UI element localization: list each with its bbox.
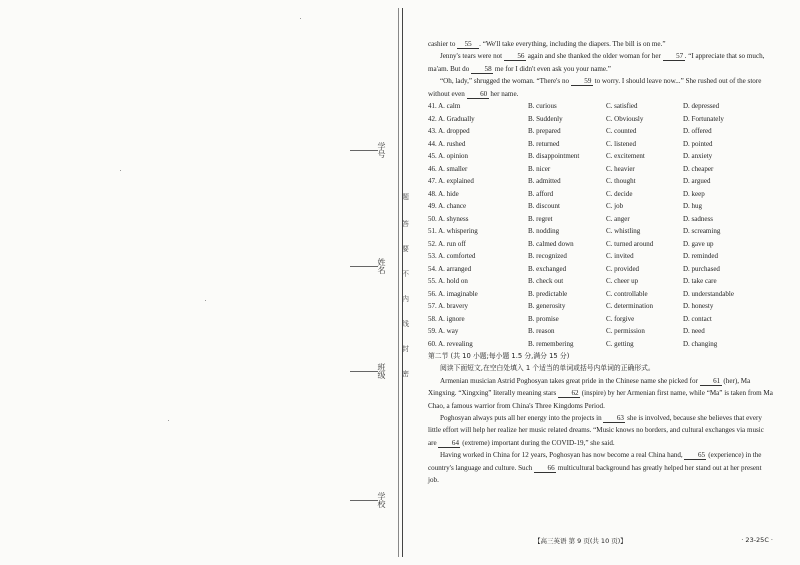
option-choice[interactable]: 41. A. calm [428, 102, 461, 111]
option-choice[interactable]: C. getting [606, 339, 634, 348]
answer-blank[interactable]: 57 [663, 52, 685, 61]
answer-blank[interactable]: 66 [534, 464, 556, 473]
seal-char: 答 [402, 220, 409, 228]
option-choice[interactable]: 60. A. revealing [428, 339, 473, 348]
scan-speck [300, 18, 301, 19]
answer-blank[interactable]: 60 [467, 90, 489, 99]
answer-blank[interactable]: 59 [571, 77, 593, 86]
text: Jenny's tears were not [440, 52, 504, 61]
section-instruction: 阅读下面短文,在空白处填入 1 个适当的单词或括号内单词的正确形式。 [440, 364, 655, 373]
option-choice[interactable]: D. screaming [683, 227, 721, 236]
option-choice[interactable]: B. nicer [528, 164, 551, 173]
option-row [428, 188, 773, 201]
option-choice[interactable]: B. nodding [528, 227, 560, 236]
text: again and she thanked the older woman for her [525, 52, 663, 61]
option-row [428, 100, 773, 113]
option-row [428, 125, 773, 138]
school-label: 学校 [377, 492, 386, 508]
option-row [428, 163, 773, 176]
answer-blank[interactable]: 56 [504, 52, 526, 61]
option-choice[interactable]: B. exchanged [528, 264, 567, 273]
text: (inspire) by her Armenian first name, while “Ma” is taken from Ma Chao, a famous warrior from China's Three Kingdoms Period. [428, 389, 773, 410]
class-label: 班级 [377, 363, 386, 379]
answer-blank[interactable]: 65 [684, 451, 706, 460]
passage-top [428, 38, 773, 100]
option-choice[interactable]: D. hug [683, 202, 703, 211]
option-row [428, 275, 773, 288]
option-choice[interactable]: D. sadness [683, 214, 713, 223]
option-choice[interactable]: B. generosity [528, 302, 566, 311]
text: cashier to [428, 40, 458, 48]
option-choice[interactable]: D. understandable [683, 289, 734, 298]
student-id-label: 学号 [377, 142, 386, 158]
option-choice[interactable]: C. invited [606, 252, 634, 261]
option-row [428, 175, 773, 188]
option-row [428, 150, 773, 163]
option-row [428, 338, 773, 351]
option-row [428, 250, 773, 263]
name-underline [350, 266, 378, 267]
option-choice[interactable]: D. depressed [683, 102, 720, 111]
option-choice[interactable]: D. need [683, 327, 705, 336]
option-choice[interactable]: B. admitted [528, 177, 561, 186]
text: Poghosyan always puts all her energy into the projects in [440, 414, 604, 423]
option-choice[interactable]: D. offered [683, 127, 712, 136]
seal-char: 题 [402, 193, 409, 201]
option-choice[interactable]: C. job [606, 202, 624, 211]
option-choice[interactable]: 47. A. explained [428, 177, 474, 186]
paragraph [428, 75, 773, 100]
option-choice[interactable]: C. determination [606, 302, 654, 311]
answer-blank[interactable]: 62 [558, 389, 580, 398]
option-choice[interactable]: 43. A. dropped [428, 127, 470, 136]
option-choice[interactable]: B. reason [528, 327, 555, 336]
option-choice[interactable]: 56. A. imaginable [428, 289, 478, 298]
text: . “I appreciate that so much, ma'am. But do [428, 52, 765, 73]
text: to worry. I should leave now...” She rushed out of the store without even [428, 77, 762, 98]
text: multicultural background has greatly helped her stand out at her present job. [428, 463, 762, 485]
option-row [428, 138, 773, 151]
paragraph [428, 38, 773, 50]
option-choice[interactable]: C. Obviously [606, 114, 644, 123]
option-choice[interactable]: B. prepared [528, 127, 561, 136]
text: (her), Ma Xingxing. “Xingxing” literally meaning stars [428, 376, 751, 398]
option-choice[interactable]: D. keep [683, 189, 705, 198]
option-row [428, 300, 773, 313]
option-choice[interactable]: C. counted [606, 127, 637, 136]
option-row [428, 213, 773, 226]
option-choice[interactable]: D. cheaper [683, 164, 714, 173]
paragraph [428, 449, 773, 486]
option-choice[interactable]: D. Fortunately [683, 114, 724, 123]
answer-blank[interactable]: 64 [438, 439, 460, 448]
student-id-underline [350, 150, 378, 151]
option-choice[interactable]: C. turned around [606, 239, 654, 248]
option-choice[interactable]: D. reminded [683, 252, 718, 261]
option-choice[interactable]: 54. A. arranged [428, 264, 472, 273]
option-choice[interactable]: D. anxiety [683, 152, 713, 161]
school-underline [350, 500, 378, 501]
binding-line-inner [398, 8, 399, 557]
option-choice[interactable]: B. curious [528, 102, 557, 111]
option-choice[interactable]: B. afford [528, 189, 554, 198]
option-choice[interactable]: 52. A. run off [428, 239, 466, 248]
answer-blank[interactable]: 58 [471, 65, 493, 74]
option-choice[interactable]: B. Suddenly [528, 114, 563, 123]
option-row [428, 313, 773, 326]
option-choice[interactable]: 48. A. hide [428, 189, 459, 198]
option-choice[interactable]: C. listened [606, 139, 636, 148]
options-table [428, 100, 773, 350]
option-choice[interactable]: B. promise [528, 314, 559, 323]
seal-char: 不 [402, 270, 409, 278]
option-choice[interactable]: C. heavier [606, 164, 635, 173]
option-row [428, 325, 773, 338]
seal-char: 封 [402, 345, 409, 353]
option-choice[interactable]: 42. A. Gradually [428, 114, 475, 123]
text: her name. [488, 89, 519, 98]
option-choice[interactable]: 55. A. hold on [428, 277, 468, 286]
paragraph [428, 375, 773, 412]
option-choice[interactable]: 57. A. bravery [428, 302, 469, 311]
option-choice[interactable]: C. anger [606, 214, 630, 223]
text: (extreme) important during the COVID-19,” she said. [460, 438, 615, 447]
option-choice[interactable]: 46. A. smaller [428, 164, 468, 173]
option-choice[interactable]: B. predictable [528, 289, 568, 298]
answer-blank[interactable]: 61 [700, 377, 722, 386]
option-choice[interactable]: C. whistling [606, 227, 641, 236]
seal-char: 线 [402, 320, 409, 328]
option-choice[interactable]: D. gave up [683, 239, 714, 248]
page-number: 【高三英语 第 9 页(共 10 页)】 [534, 537, 627, 545]
option-choice[interactable]: 53. A. comforted [428, 252, 476, 261]
option-choice[interactable]: 51. A. whispering [428, 227, 478, 236]
scan-speck [168, 420, 169, 421]
text: . “We'll take everything, including the diapers. The bill is on me.” [479, 40, 666, 48]
name-label: 姓名 [377, 258, 386, 274]
option-choice[interactable]: B. remembering [528, 339, 574, 348]
option-choice[interactable]: D. pointed [683, 139, 713, 148]
option-choice[interactable]: C. decide [606, 189, 633, 198]
option-row [428, 238, 773, 251]
option-choice[interactable]: B. returned [528, 139, 560, 148]
option-choice[interactable]: B. calmed down [528, 239, 574, 248]
option-choice[interactable]: D. argued [683, 177, 711, 186]
option-choice[interactable]: C. permission [606, 327, 645, 336]
option-choice[interactable]: 59. A. way [428, 327, 459, 336]
exam-content [428, 38, 773, 487]
paragraph [428, 412, 773, 449]
text: me for I didn't even ask you your name.” [493, 64, 611, 73]
seal-char: 内 [402, 295, 409, 303]
option-choice[interactable]: B. disappointment [528, 152, 580, 161]
option-choice[interactable]: D. contact [683, 314, 712, 323]
option-choice[interactable]: B. recognized [528, 252, 567, 261]
seal-char: 要 [402, 245, 409, 253]
option-choice[interactable]: B. regret [528, 214, 553, 223]
text: Having worked in China for 12 years, Poghosyan has now become a real China hand, [440, 451, 685, 460]
option-choice[interactable]: 58. A. ignore [428, 314, 465, 323]
exam-code: · 23-25C · [741, 536, 773, 544]
answer-blank[interactable]: 55 [457, 40, 479, 49]
option-choice[interactable]: D. changing [683, 339, 718, 348]
option-choice[interactable]: C. excitement [606, 152, 645, 161]
option-row [428, 263, 773, 276]
option-choice[interactable]: C. provided [606, 264, 640, 273]
option-choice[interactable]: D. take care [683, 277, 717, 286]
text: “Oh, lady,” shrugged the woman. “There's no [440, 77, 571, 86]
text: Armenian musician Astrid Poghosyan takes great pride in the Chinese name she picked for [440, 376, 700, 385]
passage-bottom [428, 375, 773, 487]
option-choice[interactable]: B. check out [528, 277, 564, 286]
option-choice[interactable]: C. forgive [606, 314, 635, 323]
option-row [428, 200, 773, 213]
option-choice[interactable]: C. controllable [606, 289, 648, 298]
option-choice[interactable]: 44. A. rushed [428, 139, 466, 148]
option-choice[interactable]: D. honesty [683, 302, 714, 311]
option-choice[interactable]: C. thought [606, 177, 636, 186]
class-underline [350, 371, 378, 372]
option-choice[interactable]: C. cheer up [606, 277, 639, 286]
option-choice[interactable]: D. purchased [683, 264, 720, 273]
binding-line-outer [402, 8, 403, 557]
text: (experience) in the country's language and culture. Such [428, 451, 762, 472]
option-row [428, 288, 773, 301]
scan-speck [120, 170, 121, 171]
option-choice[interactable]: B. discount [528, 202, 560, 211]
paragraph [428, 50, 773, 75]
text: she is involved, because she believes that every little effort will help her realize her music related dreams. “Music knows no borders, and cultural exchanges via music are [428, 414, 764, 447]
option-choice[interactable]: 45. A. opinion [428, 152, 469, 161]
scan-speck [205, 300, 206, 301]
option-row [428, 113, 773, 126]
section-heading: 第二节 (共 10 小题;每小题 1.5 分,满分 15 分) [428, 352, 570, 361]
option-choice[interactable]: 49. A. chance [428, 202, 467, 211]
option-choice[interactable]: C. satisfied [606, 102, 638, 111]
answer-blank[interactable]: 63 [603, 414, 625, 423]
option-row [428, 225, 773, 238]
seal-char: 密 [402, 370, 409, 378]
option-choice[interactable]: 50. A. shyness [428, 214, 469, 223]
